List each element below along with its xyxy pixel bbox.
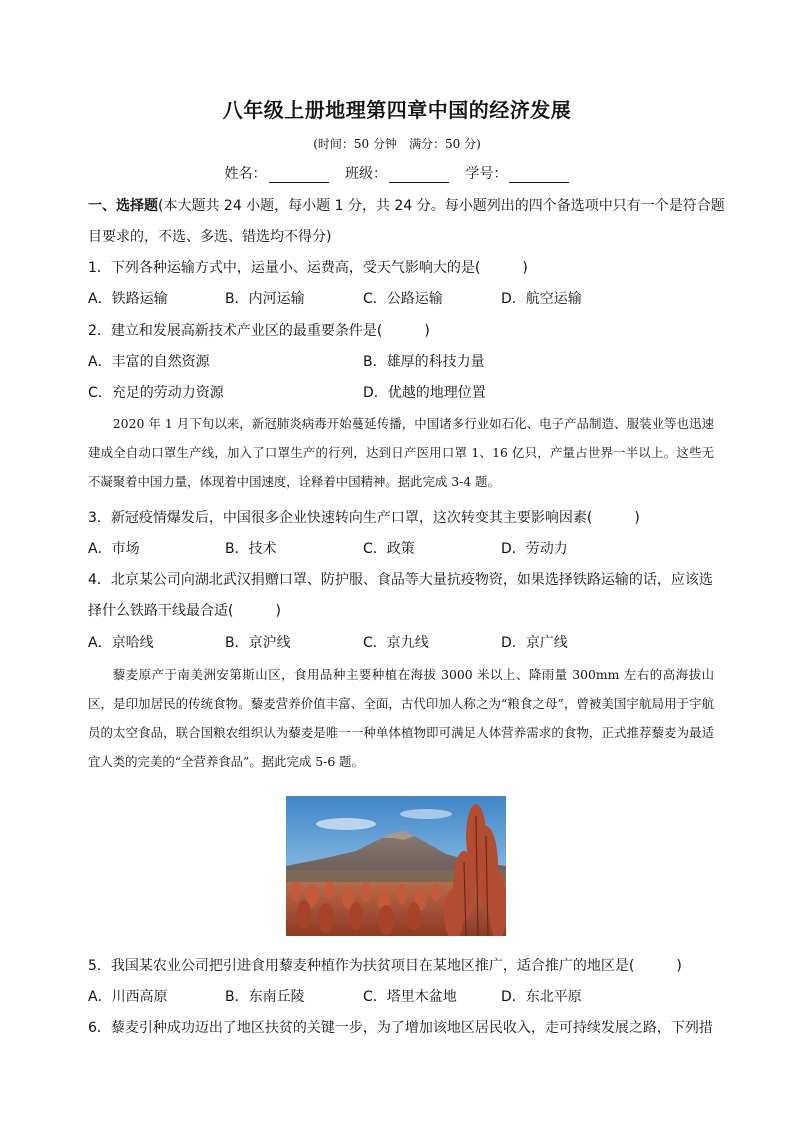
question-5-stem: 5．我国某农业公司把引进食用藜麦种植作为扶贫项目在某地区推广，适合推广的地区是( ): [88, 958, 682, 974]
question-5-option-a[interactable]: A．川西高原: [88, 989, 168, 1005]
class-blank[interactable]: [389, 168, 449, 183]
reading-passage-quinoa: [88, 660, 714, 776]
question-3-option-d[interactable]: D．劳动力: [501, 541, 568, 557]
question-4-options: [88, 633, 712, 653]
name-label: 姓名：: [224, 166, 267, 182]
passage-1-text: 2020 年 1 月下旬以来，新冠肺炎病毒开始蔓延传播，中国诸多行业如石化、电子产品制造、服装业等也迅速建成全自动口罩生产线，加入了口罩生产的行列，达到日产医用口罩 1、16 亿只，产量占世界一半以上。这些无不凝聚着中国力量，体现着中国速度，诠释着中国精神。据此完成 3-4 题。: [88, 416, 714, 489]
question-2-option-a[interactable]: A．丰富的自然资源: [88, 354, 210, 370]
class-label: 班级：: [345, 166, 387, 182]
question-3-options: [88, 539, 712, 559]
question-1-option-a[interactable]: A．铁路运输: [88, 291, 168, 307]
question-5-option-c[interactable]: C．塔里木盆地: [363, 989, 457, 1005]
question-4-stem-1: 4．北京某公司向湖北武汉捐赠口罩、防护服、食品等大量抗疫物资，如果选择铁路运输的话，应该选: [88, 572, 713, 588]
reading-passage-covid: [88, 409, 714, 496]
question-3-option-a[interactable]: A．市场: [88, 541, 140, 557]
exam-subtitle: (时间：50 分钟 满分：50 分): [313, 137, 481, 151]
section-instructions-2: 目要求的，不选、多选、错选均不得分): [88, 229, 332, 245]
section-heading: 一、选择题: [88, 198, 158, 214]
question-1-option-c[interactable]: C．公路运输: [363, 291, 443, 307]
section-heading-line: [88, 196, 725, 216]
question-2-option-b[interactable]: B．雄厚的科技力量: [363, 354, 485, 370]
question-3-option-b[interactable]: B．技术: [225, 541, 277, 557]
question-6-stem: 6．藜麦引种成功迈出了地区扶贫的关键一步，为了增加该地区居民收入，走可持续发展之路，下列措: [88, 1020, 713, 1036]
question-1-option-b[interactable]: B．内河运输: [225, 291, 305, 307]
question-5-option-b[interactable]: B．东南丘陵: [225, 989, 305, 1005]
name-blank[interactable]: [269, 168, 329, 183]
question-5-option-d[interactable]: D．东北平原: [501, 989, 582, 1005]
class-field: [345, 163, 449, 183]
passage-2-text: 藜麦原产于南美洲安第斯山区，食用品种主要种植在海拔 3000 米以上、降雨量 300mm 左右的高海拔山区，是印加居民的传统食物。藜麦营养价值丰富、全面，古代印加人称之为“粮食之母”，曾被美国宇航局用于宇航员的太空食品，联合国粮农组织认为藜麦是唯一一种单体植物即可满足人体营养需求的食物，正式推荐藜麦为最适宜人类的完美的“全营养食品”。据此完成 5-6 题。: [88, 667, 714, 769]
question-4-option-a[interactable]: A．京哈线: [88, 635, 154, 651]
quinoa-field-mountain-photo: [286, 796, 506, 936]
name-field: [225, 163, 329, 183]
question-4-option-b[interactable]: B．京沪线: [225, 635, 291, 651]
question-1-option-d[interactable]: D．航空运输: [501, 291, 582, 307]
question-2-options-row1: [88, 352, 712, 372]
student-id-label: 学号：: [465, 166, 508, 182]
question-4-option-d[interactable]: D．京广线: [501, 635, 568, 651]
question-4-stem-2: 择什么铁路干线最合适( ): [88, 603, 281, 619]
quinoa-photo-svg: [286, 796, 506, 936]
question-2-option-c[interactable]: C．充足的劳动力资源: [88, 385, 224, 401]
question-1-options: [88, 289, 712, 309]
question-2-stem: 2．建立和发展高新技术产业区的最重要条件是( ): [88, 323, 430, 339]
student-id-field: [465, 163, 569, 183]
question-1-stem: 1．下列各种运输方式中，运量小、运费高，受天气影响大的是( ): [88, 260, 528, 276]
exam-title: 八年级上册地理第四章中国的经济发展: [222, 98, 572, 122]
question-2-options-row2: [88, 383, 712, 403]
student-info-row: [0, 163, 794, 183]
question-4-option-c[interactable]: C．京九线: [363, 635, 429, 651]
question-3-option-c[interactable]: C．政策: [363, 541, 415, 557]
question-5-options: [88, 987, 712, 1007]
question-2-option-d[interactable]: D．优越的地理位置: [363, 385, 486, 401]
section-instructions-1: (本大题共 24 小题，每小题 1 分，共 24 分。每小题列出的四个备选项中只有一个是符合题: [158, 198, 725, 214]
student-id-blank[interactable]: [509, 168, 569, 183]
question-3-stem: 3．新冠疫情爆发后，中国很多企业快速转向生产口罩，这次转变其主要影响因素( ): [88, 510, 640, 526]
